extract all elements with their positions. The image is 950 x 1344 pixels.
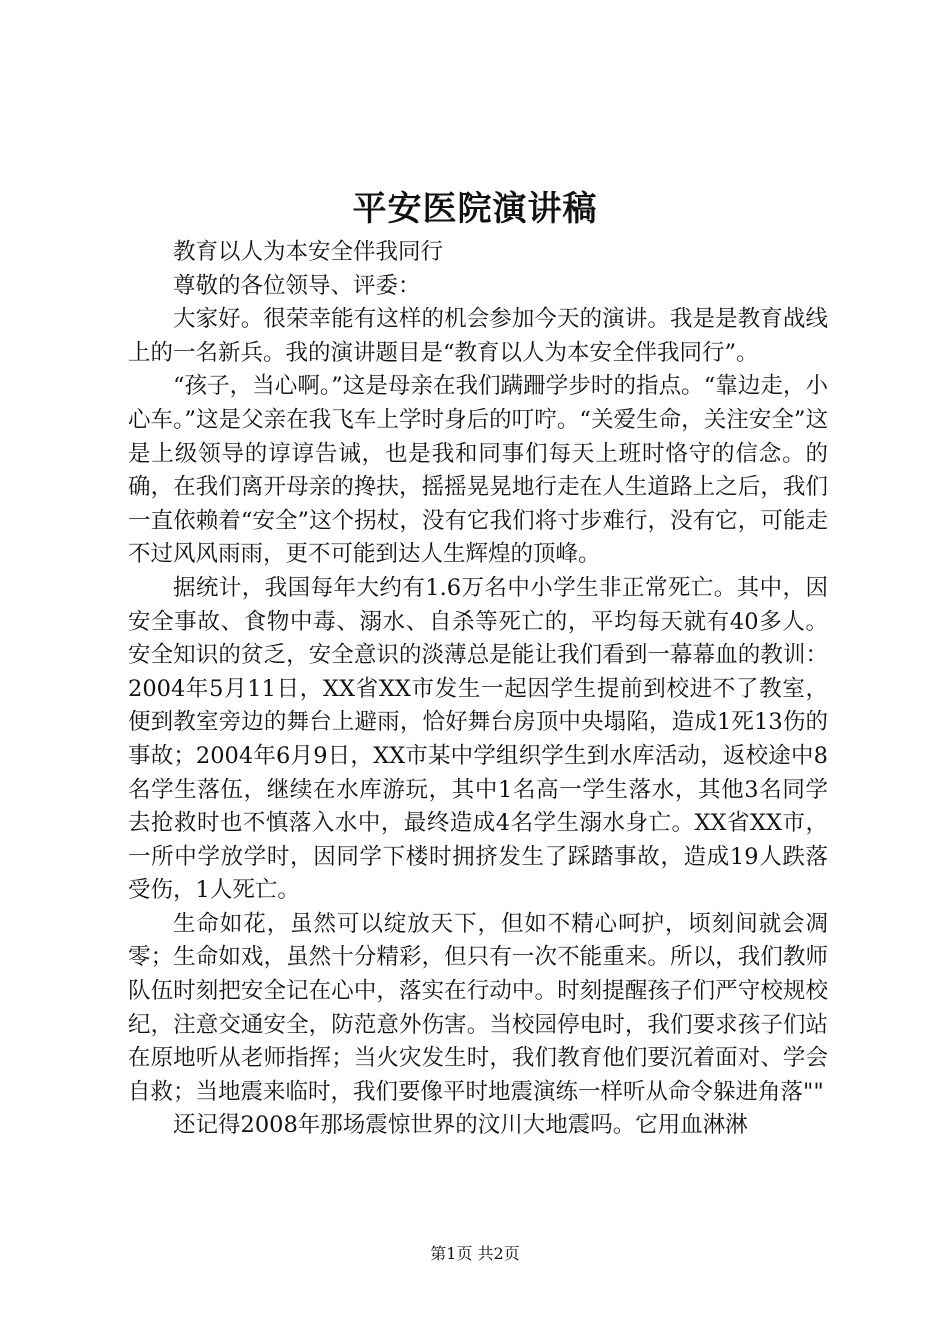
document-body [128, 236, 828, 1143]
paragraph-earthquake: 还记得2008年那场震惊世界的汶川大地震吗。它用血淋淋 [173, 1112, 748, 1139]
paragraph-salutation: 尊敬的各位领导、评委： [173, 272, 421, 299]
paragraph-reminders: “孩子，当心啊。”这是母亲在我们蹒跚学步时的指点。“靠边走，小心车。”这是父亲在我飞车上学时身后的叮咛。“关爱生命，关注安全”这是上级领导的谆谆告诫，也是我和同事们每天上班时恪守的信念。的确，在我们离开母亲的搀扶，摇摇晃晃地行走在人生道路上之后，我们一直依赖着“安全”这个拐杖，没有它我们将寸步难行，没有它，可能走不过风风雨雨，更不可能到达人生辉煌的顶峰。 [128, 373, 828, 568]
page-number: 第1页 [430, 1244, 473, 1263]
paragraph-statistics: 据统计，我国每年大约有1.6万名中小学生非正常死亡。其中，因安全事故、食物中毒、溺水、自杀等死亡的，平均每天就有40多人。安全知识的贫乏，安全意识的淡薄总是能让我们看到一幕幕血的教训：2004年5月11日，XX省XX市发生一起因学生提前到校进不了教室，便到教室旁边的舞台上避雨，恰好舞台房顶中央塌陷，造成1死13伤的事故；2004年6月9日，XX市某中学组织学生到水库活动，返校途中8名学生落伍，继续在水库游玩，其中1名高一学生落水，其他3名同学去抢救时也不慎落入水中，最终造成4名学生溺水身亡。XX省XX市，一所中学放学时，因同学下楼时拥挤发生了踩踏事故，造成19人跌落受伤，1人死亡。 [128, 574, 828, 904]
page-title: 平安医院演讲稿 [352, 189, 598, 229]
paragraph-life: 生命如花，虽然可以绽放天下，但如不精心呵护，顷刻间就会凋零；生命如戏，虽然十分精彩，但只有一次不能重来。所以，我们教师队伍时刻把安全记在心中，落实在行动中。时刻提醒孩子们严守校规校纪，注意交通安全，防范意外伤害。当校园停电时，我们要求孩子们站在原地听从老师指挥；当火灾发生时，我们教育他们要沉着面对、学会自救；当地震来临时，我们要像平时地震演练一样听从命令躲进角落"" [128, 910, 828, 1105]
paragraph-intro: 大家好。很荣幸能有这样的机会参加今天的演讲。我是是教育战线上的一名新兵。我的演讲题目是“教育以人为本安全伴我同行”。 [128, 306, 828, 366]
paragraph-subtitle: 教育以人为本安全伴我同行 [173, 239, 444, 265]
page-total: 共2页 [477, 1244, 520, 1263]
page-footer [0, 1244, 950, 1264]
